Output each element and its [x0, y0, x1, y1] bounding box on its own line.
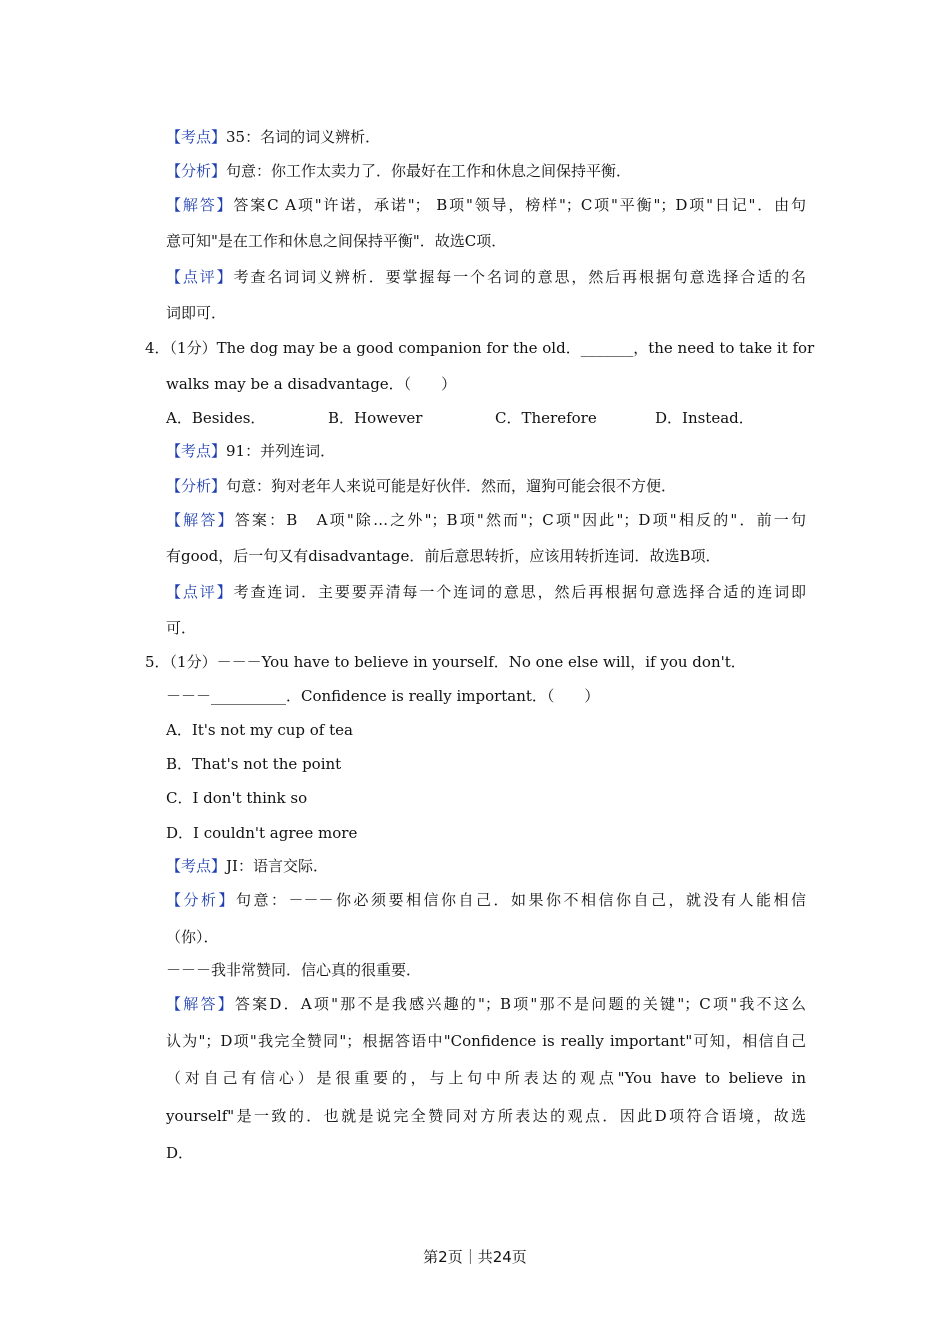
q5-jieda-line-3: （对自己有信心）是很重要的，与上句中所表达的观点"You have to believe in: [166, 1069, 806, 1087]
kaodian-tag: 【考点】: [166, 442, 227, 460]
q5-jieda-line-5: D．: [166, 1144, 194, 1162]
q3-kaodian: 【考点】35：名词的词义辨析．: [166, 128, 381, 146]
q5-stem-line-2: －－－__________．Confidence is really important．（ ）: [166, 687, 600, 705]
q5-kaodian: 【考点】JI：语言交际．: [166, 857, 328, 875]
q5-option-c: C．I don't think so: [166, 789, 308, 807]
q5-option-b: B．That's not the point: [166, 755, 342, 773]
fenxi-tag: 【分析】: [166, 162, 227, 180]
q5-jieda-line-1: 【解答】答案D．A项"那不是我感兴趣的"；B项"那不是问题的关键"；C项"我不这么: [166, 995, 806, 1013]
q4-option-a: A．Besides．: [166, 409, 266, 427]
q4-dianping-line-2: 可．: [166, 619, 197, 637]
q4-option-b: B．However: [328, 409, 423, 427]
q4-stem-line-2: walks may be a disadvantage．（ ）: [166, 375, 457, 393]
dianping-tag: 【点评】: [166, 583, 234, 601]
q3-fenxi: 【分析】句意：你工作太卖力了．你最好在工作和休息之间保持平衡．: [166, 162, 632, 180]
q4-jieda-line-2: 有good，后一句又有disadvantage．前后意思转折，应该用转折连词．故选B项．: [166, 547, 721, 565]
q5-stem-line-1: 5．（1分）－－－You have to believe in yourself．No one else will，if you don't．: [145, 653, 746, 671]
jieda-tag: 【解答】: [166, 196, 234, 214]
fenxi-tag: 【分析】: [166, 477, 227, 495]
q5-jieda-line-4: yourself"是一致的．也就是说完全赞同对方所表达的观点．因此D项符合语境，故选: [166, 1107, 806, 1125]
q4-kaodian: 【考点】91：并列连词．: [166, 442, 336, 460]
q3-dianping-line-2: 词即可．: [166, 304, 227, 322]
q3-jieda-line-2: 意可知"是在工作和休息之间保持平衡"．故选C项．: [166, 232, 507, 250]
q5-fenxi-line-1: 【分析】句意：－－－你必须要相信你自己．如果你不相信你自己，就没有人能相信: [166, 891, 806, 909]
q5-option-a: A．It's not my cup of tea: [166, 721, 353, 739]
q4-option-d: D．Instead．: [655, 409, 754, 427]
q3-jieda-line-1: 【解答】答案C A项"许诺，承诺"； B项"领导，榜样"；C项"平衡"；D项"日记"．由句: [166, 196, 806, 214]
q4-jieda-line-1: 【解答】答案：B A项"除…之外"；B项"然而"；C项"因此"；D项"相反的"．前一句: [166, 511, 806, 529]
fenxi-tag: 【分析】: [166, 891, 236, 909]
q4-dianping-line-1: 【点评】考查连词．主要要弄清每一个连词的意思，然后再根据句意选择合适的连词即: [166, 583, 806, 601]
dianping-tag: 【点评】: [166, 268, 234, 286]
jieda-tag: 【解答】: [166, 511, 235, 529]
q5-jieda-line-2: 认为"；D项"我完全赞同"；根据答语中"Confidence is really important"可知，相信自己: [166, 1032, 806, 1050]
q5-fenxi-line-3: －－－我非常赞同．信心真的很重要．: [166, 961, 422, 979]
page-footer: 第2页｜共24页: [423, 1248, 527, 1266]
kaodian-tag: 【考点】: [166, 857, 227, 875]
q5-fenxi-line-2: （你）．: [166, 928, 219, 946]
kaodian-tag: 【考点】: [166, 128, 227, 146]
q5-option-d: D．I couldn't agree more: [166, 824, 358, 842]
jieda-tag: 【解答】: [166, 995, 235, 1013]
q4-fenxi: 【分析】句意：狗对老年人来说可能是好伙伴．然而，遛狗可能会很不方便．: [166, 477, 677, 495]
q4-option-c: C．Therefore: [495, 409, 597, 427]
q3-dianping-line-1: 【点评】考查名词词义辨析．要掌握每一个名词的意思，然后再根据句意选择合适的名: [166, 268, 806, 286]
q4-stem-line-1: 4．（1分）The dog may be a good companion for the old．_______，the need to take it for: [145, 339, 815, 357]
